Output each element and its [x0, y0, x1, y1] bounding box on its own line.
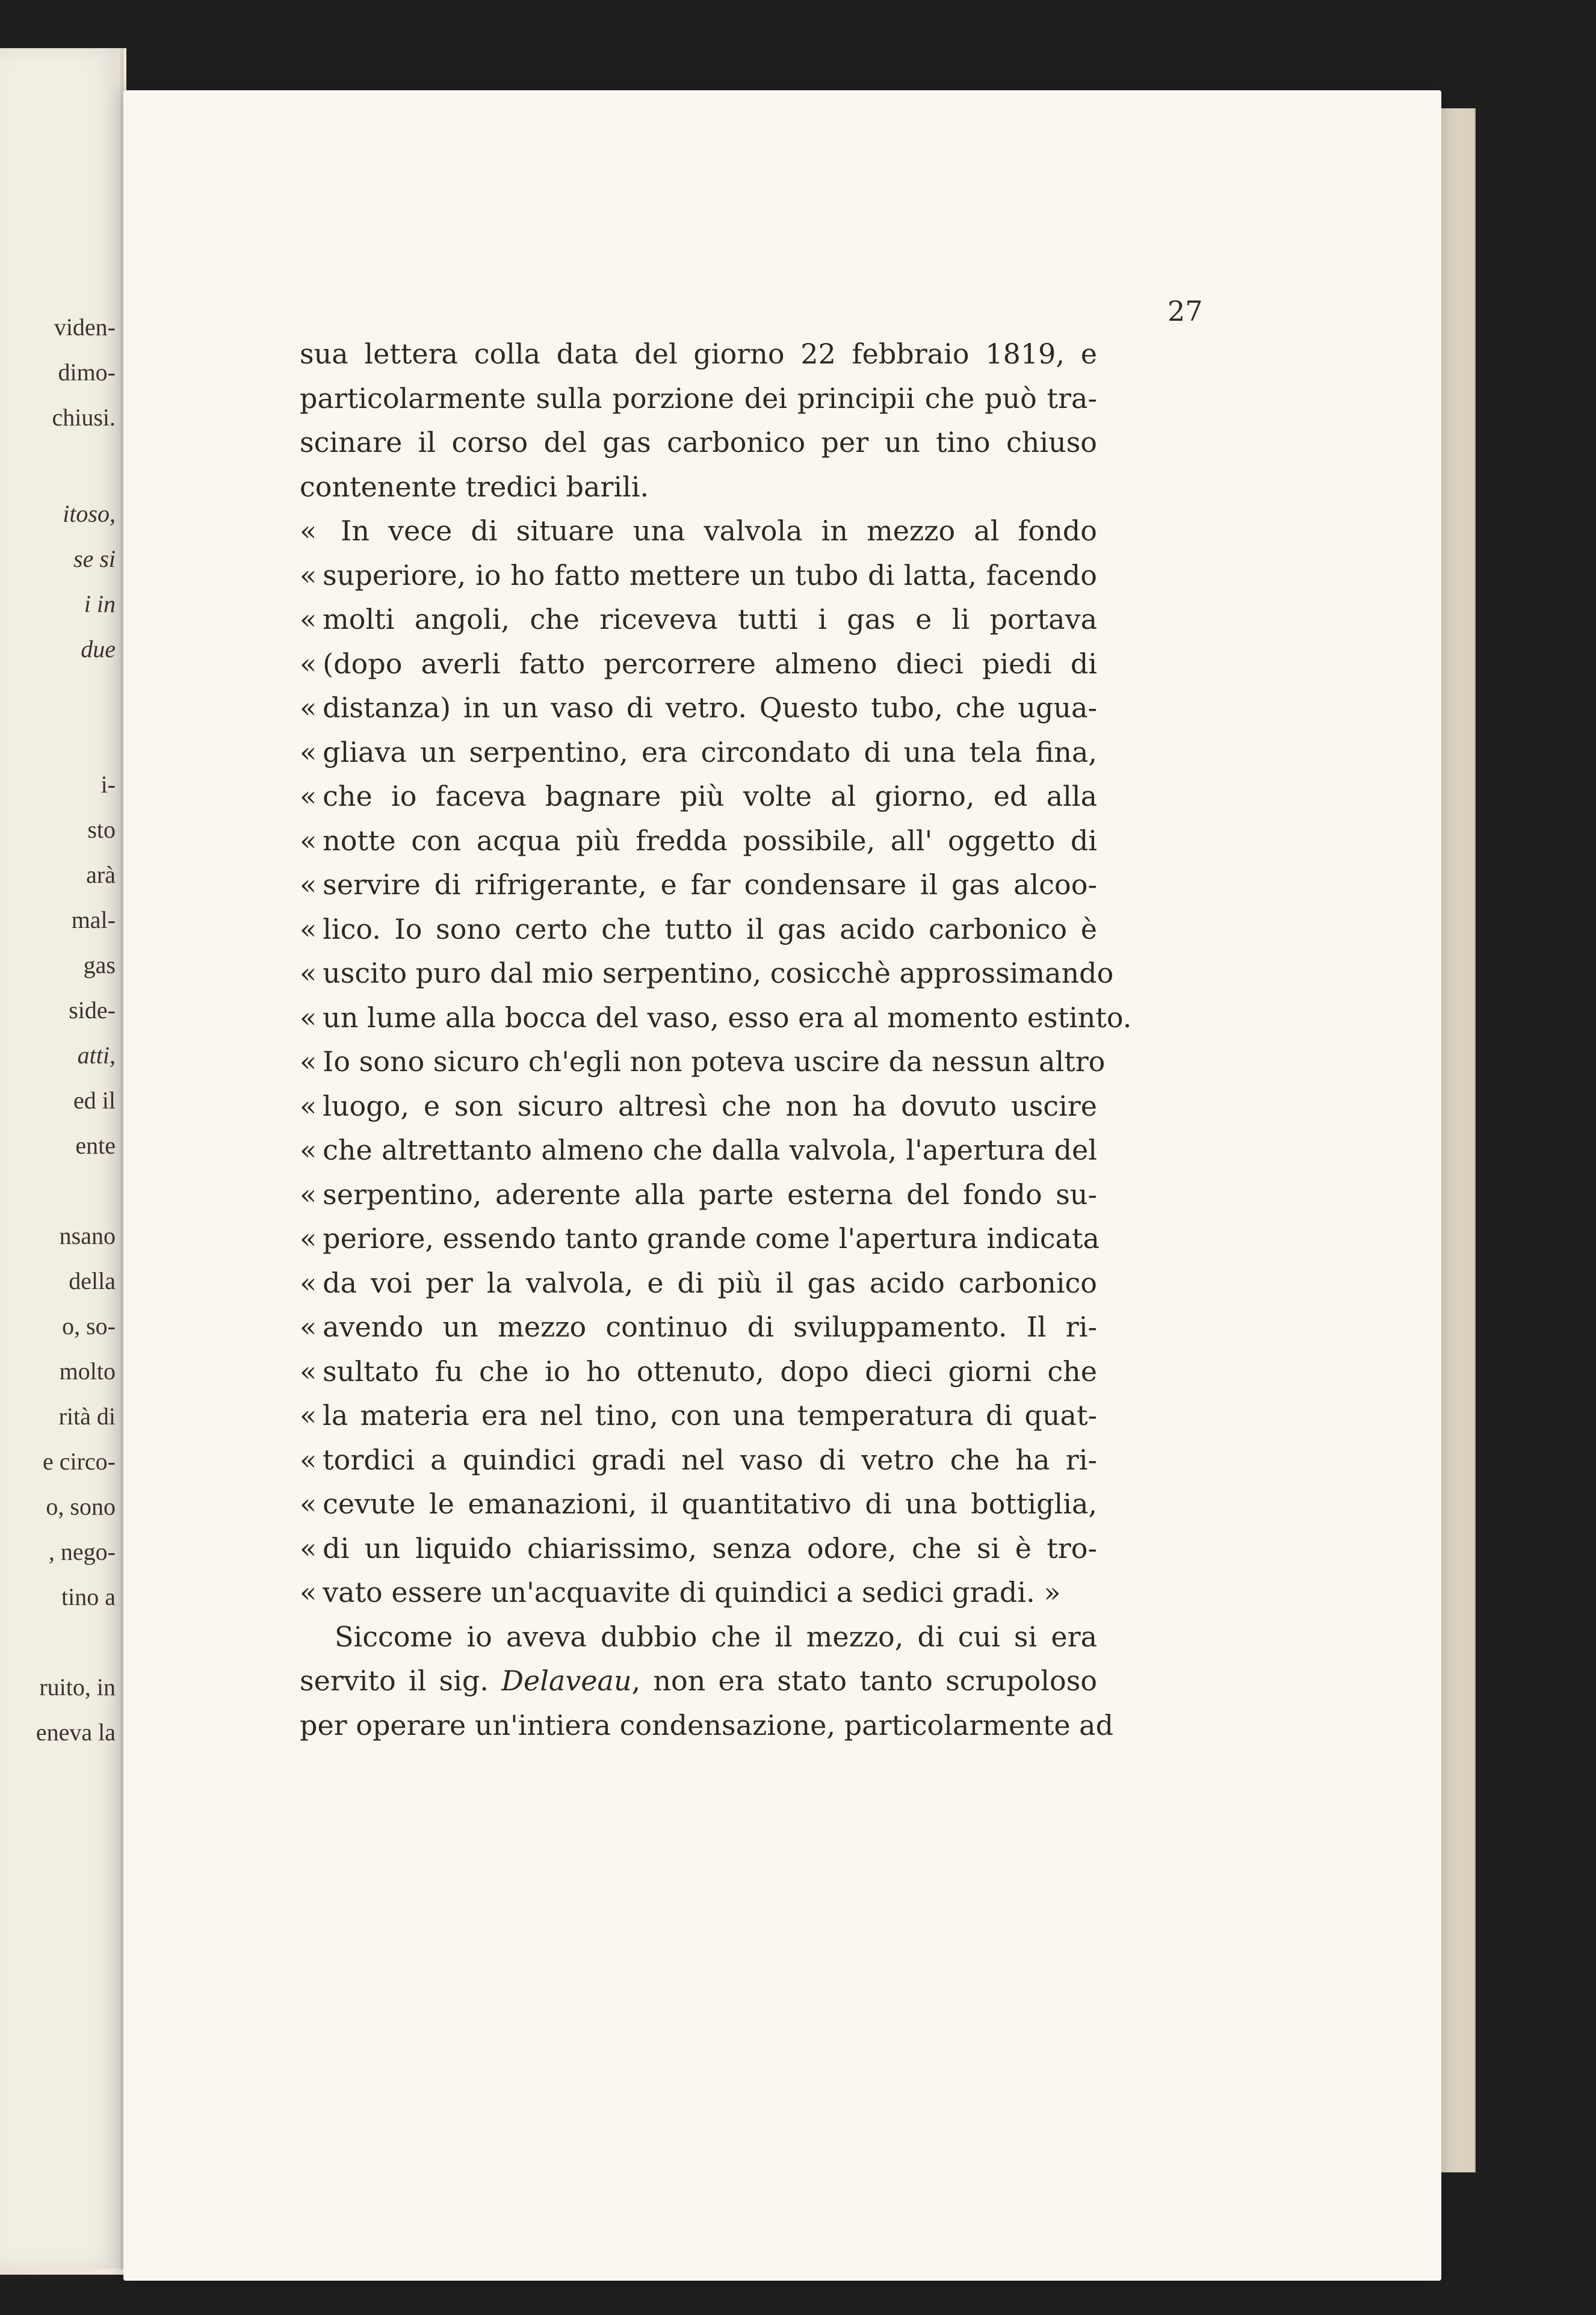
text-line [300, 1261, 1097, 1306]
line-text: di un liquido chiarissimo, senza odore, che si è tro- [323, 1531, 1097, 1565]
line-text: Siccome io aveva dubbio che il mezzo, di cui si era [335, 1620, 1097, 1653]
line-text: superiore, io ho fatto mettere un tubo di latta, facendo [323, 558, 1097, 592]
facing-page-fragment: o, so- [62, 1312, 116, 1340]
quote-mark: « [300, 1089, 317, 1122]
line-text: distanza) in un vaso di vetro. Questo tubo, che ugua- [323, 691, 1097, 724]
facing-page-fragment: eneva la [36, 1719, 116, 1746]
facing-page-fragment: , nego- [48, 1538, 116, 1565]
facing-page-fragment: mal- [71, 906, 116, 933]
facing-page-fragment: sto [87, 816, 116, 843]
facing-page-fragment: due [81, 635, 116, 663]
line-text: la materia era nel tino, con una temperatura di quat- [323, 1399, 1097, 1432]
text-line [300, 996, 1132, 1040]
facing-page-fragment: gas [83, 951, 116, 978]
line-text: per operare un'intiera condensazione, particolarmente ad [300, 1708, 1114, 1742]
quote-mark: « [300, 1045, 317, 1078]
quote-mark: « [300, 1001, 317, 1034]
line-text: (dopo averli fatto percorrere almeno dieci piedi di [323, 647, 1097, 680]
text-line [300, 1394, 1097, 1438]
line-text: da voi per la valvola, e di più il gas acido carbonico [323, 1266, 1097, 1299]
line-text: contenente tredici barili. [300, 470, 649, 503]
text-line [300, 642, 1097, 687]
quote-mark: « [300, 515, 317, 547]
text-line [300, 554, 1097, 598]
facing-page-fragment: viden- [54, 314, 116, 341]
text-line [300, 1659, 1097, 1704]
facing-page-fragment: nsano [59, 1222, 116, 1249]
line-text: molti angoli, che riceveva tutti i gas e li portava [323, 603, 1097, 635]
text-line [300, 1438, 1097, 1483]
body-text [300, 332, 1132, 1748]
text-line [300, 686, 1097, 731]
facing-page-fragment: ruito, in [39, 1674, 116, 1701]
text-line [300, 819, 1097, 864]
line-text: Io sono sicuro ch'egli non poteva uscire da nessun altro [323, 1045, 1106, 1078]
text-line [300, 598, 1097, 642]
line-text: avendo un mezzo continuo di sviluppamento. Il ri- [323, 1311, 1097, 1343]
line-text: scinare il corso del gas carbonico per un tino chiuso [300, 426, 1097, 459]
facing-page [0, 48, 124, 2269]
line-text: luogo, e son sicuro altresì che non ha dovuto uscire [323, 1089, 1097, 1122]
quote-mark: « [300, 1355, 317, 1388]
line-text: lico. Io sono certo che tutto il gas acido carbonico è [323, 912, 1097, 945]
text-line [300, 1128, 1097, 1173]
text-line [300, 1704, 1114, 1748]
line-text: tordici a quindici gradi nel vaso di vetro che ha ri- [323, 1443, 1097, 1476]
text-line [300, 1482, 1097, 1527]
line-text: uscito puro dal mio serpentino, cosicchè approssimando [323, 957, 1114, 989]
italic-name: Delaveau [501, 1664, 632, 1697]
facing-page-fragment: arà [86, 861, 116, 888]
text-line [300, 421, 1097, 465]
line-text: gliava un serpentino, era circondato di una tela fina, [323, 735, 1097, 768]
facing-page-fragment: ente [75, 1132, 116, 1159]
facing-page-fragment: side- [69, 997, 116, 1024]
text-line [300, 509, 1097, 554]
facing-page-fragment: tino a [61, 1583, 116, 1610]
text-line [300, 1217, 1100, 1261]
page-number: 27 [1168, 295, 1203, 327]
quote-mark: « [300, 1178, 317, 1211]
text-line [300, 951, 1114, 996]
text-line [300, 1350, 1097, 1394]
line-text: sultato fu che io ho ottenuto, dopo dieci giorni che [323, 1355, 1097, 1388]
line-text: In vece di situare una valvola in mezzo al fondo [341, 515, 1097, 547]
facing-page-fragment: o, sono [46, 1493, 116, 1520]
line-text: notte con acqua più fredda possibile, all' oggetto di [323, 824, 1097, 857]
facing-page-fragment: ed il [73, 1087, 116, 1114]
quote-mark: « [300, 1399, 317, 1432]
line-text: periore, essendo tanto grande come l'apertura indicata [323, 1222, 1100, 1255]
text-line [300, 1615, 1097, 1660]
text-line [300, 377, 1097, 421]
quote-mark: « [300, 868, 317, 901]
quote-mark: « [300, 1266, 317, 1299]
line-text: servire di rifrigerante, e far condensare il gas alcoo- [323, 868, 1097, 901]
line-text: serpentino, aderente alla parte esterna del fondo su- [323, 1178, 1097, 1211]
quote-mark: « [300, 780, 317, 812]
quote-mark: « [300, 735, 317, 768]
text-line [300, 1527, 1097, 1571]
line-text: che io faceva bagnare più volte al giorno, ed alla [323, 780, 1097, 812]
facing-page-fragment: molto [59, 1358, 116, 1385]
facing-page-fragment: rità di [58, 1403, 116, 1430]
text-line [300, 1173, 1097, 1217]
quote-mark: « [300, 1222, 317, 1255]
quote-mark: « [300, 558, 317, 592]
text-line [300, 465, 1097, 510]
quote-mark: « [300, 1576, 317, 1609]
text-line [300, 1040, 1106, 1084]
facing-page-fragment: se si [73, 545, 116, 572]
text-line [300, 1084, 1097, 1129]
quote-mark: « [300, 1443, 317, 1476]
quote-mark: « [300, 647, 317, 680]
text-line [300, 332, 1097, 377]
quote-mark: « [300, 957, 317, 989]
facing-page-fragment: dimo- [58, 359, 116, 386]
quote-mark: « [300, 1134, 317, 1166]
quote-mark: « [300, 824, 317, 857]
line-text: particolarmente sulla porzione dei principii che può tra- [300, 382, 1097, 415]
facing-page-fragment: atti, [77, 1042, 116, 1069]
facing-page-fragment: chiusi. [52, 404, 116, 431]
quote-mark: « [300, 1311, 317, 1343]
quote-mark: « [300, 912, 317, 945]
quote-mark: « [300, 691, 317, 724]
line-text: sua lettera colla data del giorno 22 febbraio 1819, e [300, 338, 1097, 370]
quote-mark: « [300, 603, 317, 635]
quote-mark: « [300, 1531, 317, 1565]
line-text: vato essere un'acquavite di quindici a sedici gradi. » [323, 1576, 1061, 1609]
line-text: un lume alla bocca del vaso, esso era al momento estinto. [323, 1001, 1132, 1034]
line-text: servito il sig. [300, 1664, 502, 1697]
quote-mark: « [300, 1488, 317, 1520]
line-text: che altrettanto almeno che dalla valvola, l'apertura del [323, 1134, 1097, 1166]
text-line [300, 1305, 1097, 1350]
facing-page-fragment: della [69, 1267, 116, 1294]
text-line [300, 863, 1097, 907]
text-line [300, 731, 1097, 775]
text-line [300, 1571, 1097, 1615]
facing-page-fragment: i in [84, 590, 116, 617]
facing-page-fragment: i- [101, 771, 116, 798]
facing-page-fragment: e circo- [42, 1448, 116, 1475]
line-text: , non era stato tanto scrupoloso [631, 1664, 1098, 1697]
text-line [300, 907, 1097, 952]
facing-page-fragment: itoso, [63, 500, 116, 527]
text-line [300, 774, 1097, 819]
line-text: cevute le emanazioni, il quantitativo di una bottiglia, [323, 1488, 1097, 1520]
